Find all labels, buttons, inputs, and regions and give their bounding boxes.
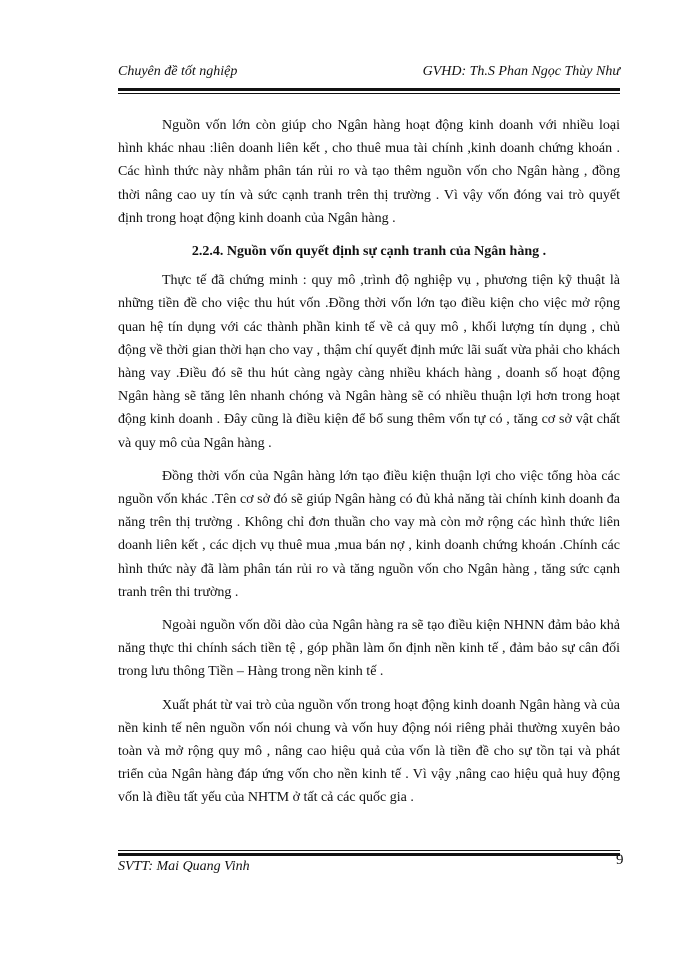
paragraph-2: Thực tế đã chứng minh : quy mô ,trình độ nghiệp vụ , phương tiện kỹ thuật là những tiền đề cho việc thu hút vốn .Đồng thời vốn lớn tạo điều kiện cho việc mở rộng quan hệ tín dụng với các thành phần kinh tế về cả quy mô , khối lượng tín dụng , chủ động về thời gian thời hạn cho vay , thậm chí quyết định mức lãi suất vừa phải cho khách hàng vay .Điều đó sẽ thu hút càng ngày càng nhiều khách hàng , doanh số hoạt động Ngân hàng sẽ tăng lên nhanh chóng và Ngân hàng sẽ có nhiều thuận lợi hơn trong hoạt động kinh doanh . Đây cũng là điều kiện để bổ sung thêm vốn tự có , tăng cơ sở vật chất và quy mô của Ngân hàng . [118, 273, 620, 451]
paragraph-5: Xuất phát từ vai trò của nguồn vốn trong hoạt động kinh doanh Ngân hàng và của nền kinh tế nên nguồn vốn nói chung và vốn huy động nói riêng phải thường xuyên bảo toàn và mở rộng quy mô , nâng cao hiệu quả của vốn là tiền đề cho sự tồn tại và phát triển của Ngân hàng đáp ứng vốn cho nền kinh tế . Vì vậy ,nâng cao hiệu quả huy động vốn là điều tất yếu của NHTM ở tất cả các quốc gia . [118, 697, 620, 806]
document-body [118, 114, 620, 820]
section-heading: 2.2.4. Nguồn vốn quyết định sự cạnh tranh của Ngân hàng . [191, 244, 547, 260]
page-header [118, 64, 620, 84]
paragraph-4: Ngoài nguồn vốn dồi dào của Ngân hàng ra sẽ tạo điều kiện NHNN đảm bảo khả năng thực thi chính sách tiền tệ , góp phần làm ổn định nền kinh tế , đảm bảo sự cân đối trong lưu thông Tiền – Hàng trong nền kinh tế . [118, 618, 620, 680]
footer-rule-thick [118, 853, 620, 856]
paragraph-1: Nguồn vốn lớn còn giúp cho Ngân hàng hoạt động kinh doanh với nhiều loại hình khác nhau :liên doanh liên kết , cho thuê mua tài chính ,kinh doanh chứng khoán . Các hình thức này nhằm phân tán rủi ro và tạo thêm nguồn vốn cho Ngân hàng , đồng thời nâng cao uy tín và sức cạnh tranh trên thị trường . Vì vậy vốn đóng vai trò quyết định trong hoạt động kinh doanh của Ngân hàng . [118, 118, 620, 226]
paragraph-3: Đồng thời vốn của Ngân hàng lớn tạo điều kiện thuận lợi cho việc tổng hòa các nguồn vốn khác .Tên cơ sở đó sẽ giúp Ngân hàng có đủ khả năng tài chính kinh doanh đa năng trên thị trường . Không chỉ đơn thuần cho vay mà còn mở rộng các hình thức liên doanh liên kết , các dịch vụ thuê mua ,mua bán nợ , kinh doanh chứng khoán .Chính các hình thức này đã làm phân tán rủi ro và tăng nguồn vốn cho Ngân hàng , tăng sức cạnh tranh trên thi trường . [118, 468, 620, 600]
footer-rule-thin [118, 850, 620, 851]
footer-student: SVTT: Mai Quang Vinh [118, 859, 250, 874]
header-title: Chuyên đề tốt nghiệp [118, 64, 238, 79]
header-rule-thick [118, 88, 620, 91]
page-number: 9 [616, 852, 624, 868]
header-advisor: GVHD: Th.S Phan Ngọc Thùy Như [422, 64, 620, 79]
header-rule-thin [118, 93, 620, 94]
